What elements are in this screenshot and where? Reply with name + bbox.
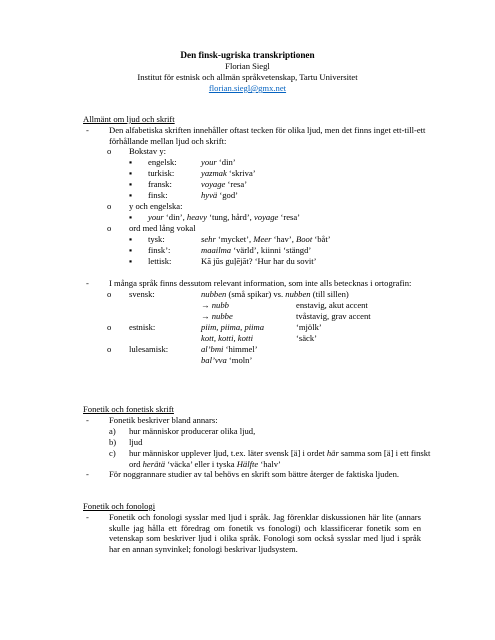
gloss: ‘båt’ [312, 234, 331, 244]
example-word: piim, piima, piima [201, 322, 265, 332]
lang-label: turkisk: [148, 168, 175, 178]
gloss: ‘himmel’ [223, 344, 258, 354]
lang-label: fransk: [148, 179, 172, 189]
square-bullet: ▪ [129, 157, 133, 167]
arrow-icon: → [201, 300, 212, 310]
square-bullet: ▪ [129, 245, 133, 255]
list-item: ord med lång vokal [129, 223, 196, 233]
example-word: här [326, 448, 339, 458]
gloss: ‘moln’ [226, 355, 253, 365]
gloss: ‘resa’ [225, 179, 248, 189]
gloss: Kā jūs guļējāt? ‘Hur har du sovit’ [201, 256, 317, 266]
lang-label: tysk: [148, 234, 165, 244]
lang-label: engelsk: [148, 157, 177, 167]
paragraph: Den alfabetiska skriften innehåller oftast tecken för olika ljud, men det finns inget ett-till-ett förhållande mellan ljud och skrift: [109, 125, 426, 146]
list-label: a) [109, 426, 116, 436]
circle-bullet: o [107, 146, 112, 156]
paragraph: Fonetik och fonologi sysslar med ljud i språk. Jag förenklar diskussionen här lite (annars skulle jag hålla ett föredrag om fonetik vs fonologi) och klassificerar fonetik som en vetenskap som beskriver ljud i olika språk. Fonologi som också sysslar med ljud i språk har en annan synvinkel; fonologi beskrivar ljudsystem. [109, 512, 421, 554]
list-label: b) [109, 437, 117, 447]
gloss: (små spikar) vs. [226, 289, 286, 299]
arrow-icon: → [201, 311, 212, 321]
lang-label: finsk’: [148, 245, 171, 255]
list-item: y och engelska: [129, 201, 183, 211]
gloss: (till sillen) [310, 289, 349, 299]
example-word: herätä [142, 458, 166, 469]
paragraph: Fonetik beskriver bland annars: [109, 415, 218, 425]
gloss: ‘god’ [217, 190, 238, 200]
document-header [0, 50, 495, 94]
lang-label: lulesamisk: [129, 344, 169, 354]
dash-bullet: - [86, 125, 89, 135]
square-bullet: ▪ [129, 168, 133, 178]
gloss: ‘mjölk’ [296, 322, 322, 332]
gloss: ‘resa’ [278, 212, 301, 222]
section-ljud-och-skrift [83, 114, 426, 366]
square-bullet: ▪ [129, 256, 133, 266]
example-word: nubbe [211, 311, 233, 321]
circle-bullet: o [107, 322, 112, 332]
example-word: your [148, 212, 164, 222]
example-word: nubb [211, 300, 229, 310]
example-word: nubben [201, 289, 227, 299]
example-word: bal’vva [201, 355, 227, 365]
example-word: Meer [253, 234, 272, 244]
dash-bullet: - [86, 469, 89, 479]
section-heading: Fonetik och fonologi [83, 501, 156, 511]
dash-bullet: - [86, 278, 89, 288]
lang-label: svensk: [129, 289, 155, 299]
example-word: sehr [201, 234, 216, 244]
gloss: ‘skriva’ [226, 168, 256, 178]
paragraph: I många språk finns dessutom relevant information, som inte alls betecknas i ortografin: [109, 278, 412, 288]
list-item: ljud [129, 437, 143, 447]
example-word: your [201, 157, 217, 167]
example-word: Hälfte [236, 458, 259, 469]
example-word: voyage [201, 179, 226, 189]
section-heading: Fonetik och fonetisk skrift [83, 404, 174, 414]
author-name: Florian Siegl [225, 61, 270, 71]
dash-bullet: - [86, 512, 89, 522]
lang-label: lettisk: [148, 256, 172, 266]
example-word: voyage [253, 212, 279, 222]
gloss: ‘säck’ [296, 333, 317, 343]
lang-label: estnisk: [129, 322, 156, 332]
lang-label: finsk: [148, 190, 168, 200]
list-item: hur människor producerar olika ljud, [129, 426, 256, 436]
gloss: ‘värld’, kiinni ‘stängd’ [231, 245, 312, 255]
gloss: ‘mycket’, [215, 234, 254, 244]
example-word: kott, kotti, kotti [201, 333, 254, 343]
example-word: yazmak [201, 168, 227, 178]
list-item: hur människor upplever ljud, t.ex. läter svensk [ä] i ordet här samma som [ä] i ett finskt ord herätä ‘väcka’ eller i tyska Hälfte ‘halv’ [129, 448, 431, 469]
gloss: ‘hav’, [271, 234, 296, 244]
gloss: ‘tung, hård’, [206, 212, 254, 222]
gloss: enstavig, akut accent [296, 300, 368, 310]
section-heading: Allmänt om ljud och skrift [83, 114, 175, 124]
institute-name: Institut för estnisk och allmän språkvetenskap, Tartu Universitet [137, 72, 358, 82]
list-item: Bokstav y: [129, 146, 167, 156]
example-word: hyvä [201, 190, 218, 200]
example-word: nubben [285, 289, 311, 299]
example-word: Boot [296, 234, 313, 244]
dash-bullet: - [86, 415, 89, 425]
gloss: ‘din’, [163, 212, 187, 222]
paragraph: För noggrannare studier av tal behövs en skrift som bättre återger de faktiska ljuden. [109, 469, 400, 479]
section-fonetik-fonologi [83, 501, 423, 566]
list-label: c) [109, 448, 116, 458]
gloss: tvåstavig, grav accent [296, 311, 371, 321]
section-fonetisk-skrift [83, 404, 431, 480]
square-bullet: ▪ [129, 212, 133, 222]
circle-bullet: o [107, 289, 112, 299]
document-title: Den finsk-ugriska transkriptionen [180, 50, 315, 60]
example-word: maailma [201, 245, 232, 255]
email-link[interactable]: florian.siegl@gmx.net [208, 83, 287, 93]
square-bullet: ▪ [129, 190, 133, 200]
circle-bullet: o [107, 344, 112, 354]
gloss: ‘din’ [216, 157, 236, 167]
square-bullet: ▪ [129, 179, 133, 189]
square-bullet: ▪ [129, 234, 133, 244]
example-word: al’bmi [201, 344, 224, 354]
circle-bullet: o [107, 223, 112, 233]
circle-bullet: o [107, 201, 112, 211]
example-word: heavy [186, 212, 207, 222]
